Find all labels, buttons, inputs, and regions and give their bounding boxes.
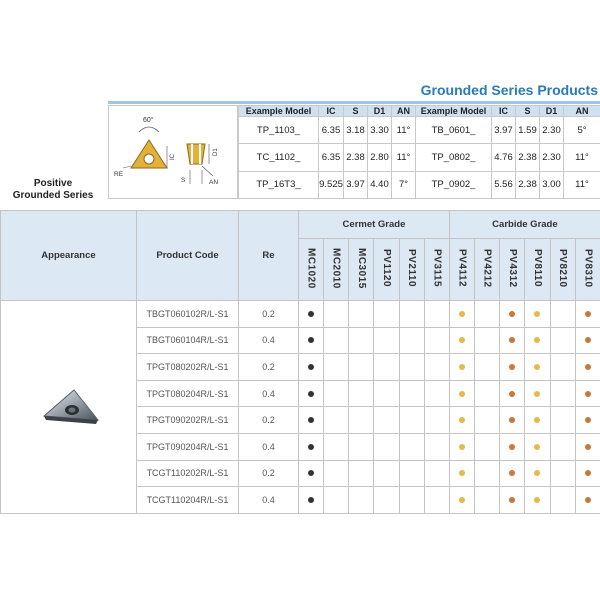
grade-cell [525, 301, 550, 328]
re-value: 0.2 [239, 301, 299, 328]
availability-dot [308, 444, 314, 450]
grade-cell [299, 487, 324, 514]
grade-cell [550, 407, 575, 434]
grade-cell [550, 460, 575, 487]
grade-cell [299, 460, 324, 487]
col-appearance: Appearance [1, 211, 137, 301]
re-value: 0.4 [239, 327, 299, 354]
product-code: TBGT060104R/L-S1 [137, 327, 239, 354]
grade-cell [324, 433, 349, 460]
grade-cell [449, 407, 474, 434]
grade-cell [475, 354, 500, 381]
grade-cell [525, 327, 550, 354]
grade-cell [475, 433, 500, 460]
availability-dot [509, 391, 515, 397]
grade-cell [374, 433, 399, 460]
grade-cell [399, 354, 424, 381]
availability-dot [585, 497, 591, 503]
grade-cell [349, 487, 374, 514]
availability-dot [585, 417, 591, 423]
grade-cell [324, 380, 349, 407]
re-value: 0.2 [239, 407, 299, 434]
grade-cell [475, 380, 500, 407]
grade-cell [449, 433, 474, 460]
cermet-grade-header: Cermet Grade [299, 211, 450, 239]
grade-cell [424, 487, 449, 514]
grade-cell [374, 327, 399, 354]
grade-cell [525, 380, 550, 407]
table-row [1, 301, 600, 328]
an-label: AN [209, 179, 219, 186]
grade-column-header: MC3015 [349, 239, 374, 301]
spec-cell: 5.56 [492, 171, 516, 198]
spec-header: IC [492, 106, 516, 117]
grade-column-header: PV1120 [374, 239, 399, 301]
re-value: 0.2 [239, 354, 299, 381]
grade-cell [299, 407, 324, 434]
spec-cell: 4.40 [368, 171, 392, 198]
spec-cell: 11° [392, 117, 416, 144]
grade-cell [374, 354, 399, 381]
insert-image [34, 386, 104, 426]
availability-dot [534, 470, 540, 476]
grade-cell [349, 433, 374, 460]
grade-cell [550, 301, 575, 328]
availability-dot [534, 364, 540, 370]
grade-cell [550, 487, 575, 514]
grade-cell [324, 327, 349, 354]
grade-cell [299, 433, 324, 460]
grade-cell [575, 354, 600, 381]
series-label-line1: Positive [33, 178, 73, 189]
availability-dot [534, 497, 540, 503]
grade-cell [550, 354, 575, 381]
grade-cell [449, 354, 474, 381]
spec-header: D1 [540, 106, 564, 117]
spec-row [239, 171, 600, 198]
availability-dot [585, 364, 591, 370]
grade-cell [500, 301, 525, 328]
grade-cell [449, 380, 474, 407]
availability-dot [509, 497, 515, 503]
grade-cell [525, 407, 550, 434]
grade-cell [550, 327, 575, 354]
spec-header: AN [564, 106, 600, 117]
spec-cell: 6.35 [319, 117, 344, 144]
grade-cell [424, 301, 449, 328]
spec-cell: TP_0902_ [416, 171, 492, 198]
availability-dot [308, 337, 314, 343]
grade-cell [349, 460, 374, 487]
series-label [0, 178, 106, 202]
availability-dot [509, 337, 515, 343]
re-value: 0.4 [239, 380, 299, 407]
grade-cell [424, 407, 449, 434]
carbide-grade-header: Carbide Grade [449, 211, 600, 239]
spec-header: AN [392, 106, 416, 117]
grade-cell [399, 433, 424, 460]
grade-cell [449, 301, 474, 328]
availability-dot [585, 444, 591, 450]
grade-cell [424, 460, 449, 487]
availability-dot [459, 470, 465, 476]
spec-cell: 6.35 [319, 144, 344, 171]
product-code: TPGT080202R/L-S1 [137, 354, 239, 381]
grade-column-header: PV4212 [475, 239, 500, 301]
spec-header: S [516, 106, 540, 117]
grade-column-header: PV4112 [449, 239, 474, 301]
grade-cell [349, 301, 374, 328]
grade-table [0, 210, 600, 514]
spec-cell: 2.38 [344, 144, 368, 171]
grade-cell [399, 380, 424, 407]
grade-column-header: PV8210 [550, 239, 575, 301]
spec-cell: TP_0802_ [416, 144, 492, 171]
spec-cell: 7° [392, 171, 416, 198]
spec-cell: 4.76 [492, 144, 516, 171]
spec-cell: 2.30 [540, 144, 564, 171]
spec-header: D1 [368, 106, 392, 117]
spec-cell: 3.97 [492, 117, 516, 144]
spec-cell: 11° [564, 171, 600, 198]
availability-dot [509, 364, 515, 370]
availability-dot [585, 311, 591, 317]
spec-cell: 2.38 [516, 171, 540, 198]
grade-cell [475, 301, 500, 328]
spec-header: Example Model [416, 106, 492, 117]
grade-cell [299, 327, 324, 354]
spec-row [239, 117, 600, 144]
grade-cell [475, 487, 500, 514]
grade-cell [525, 487, 550, 514]
grade-column-header: PV8110 [525, 239, 550, 301]
ic-label: IC [170, 154, 176, 160]
grade-cell [424, 433, 449, 460]
spec-cell: 5° [564, 117, 600, 144]
spec-cell: 11° [392, 144, 416, 171]
spec-cell: 9.525 [319, 171, 344, 198]
spec-cell: TP_1103_ [239, 117, 319, 144]
grade-cell [374, 487, 399, 514]
spec-cell: TC_1102_ [239, 144, 319, 171]
grade-cell [475, 407, 500, 434]
col-re: Re [239, 211, 299, 301]
spec-header: IC [319, 106, 344, 117]
grade-cell [500, 380, 525, 407]
grade-cell [575, 487, 600, 514]
grade-cell [575, 380, 600, 407]
grade-cell [449, 460, 474, 487]
grade-cell [525, 460, 550, 487]
grade-cell [575, 407, 600, 434]
availability-dot [534, 417, 540, 423]
re-label: RE [114, 171, 124, 178]
grade-cell [399, 301, 424, 328]
grade-cell [349, 380, 374, 407]
grade-cell [374, 301, 399, 328]
availability-dot [459, 337, 465, 343]
availability-dot [509, 311, 515, 317]
spec-cell: 3.30 [368, 117, 392, 144]
grade-cell [299, 380, 324, 407]
grade-cell [500, 407, 525, 434]
spec-cell: 1.59 [516, 117, 540, 144]
grade-cell [550, 380, 575, 407]
availability-dot [534, 311, 540, 317]
spec-header: Example Model [239, 106, 319, 117]
grade-cell [324, 354, 349, 381]
grade-cell [575, 301, 600, 328]
product-code: TCGT110204R/L-S1 [137, 487, 239, 514]
availability-dot [509, 470, 515, 476]
grade-cell [575, 460, 600, 487]
grade-column-header: MC1020 [299, 239, 324, 301]
availability-dot [459, 497, 465, 503]
re-value: 0.4 [239, 487, 299, 514]
grade-cell [575, 433, 600, 460]
grade-cell [349, 354, 374, 381]
availability-dot [308, 417, 314, 423]
availability-dot [534, 444, 540, 450]
availability-dot [459, 444, 465, 450]
insert-appearance [1, 301, 137, 514]
grade-column-header: PV2110 [399, 239, 424, 301]
availability-dot [509, 444, 515, 450]
grade-cell [525, 354, 550, 381]
grade-cell [500, 487, 525, 514]
product-code: TBGT060102R/L-S1 [137, 301, 239, 328]
d1-label: D1 [213, 148, 219, 156]
spec-cell: TB_0601_ [416, 117, 492, 144]
availability-dot [308, 391, 314, 397]
spec-cell: 2.38 [516, 144, 540, 171]
product-code: TCGT110202R/L-S1 [137, 460, 239, 487]
re-value: 0.2 [239, 460, 299, 487]
product-code: TPGT090204R/L-S1 [137, 433, 239, 460]
availability-dot [308, 311, 314, 317]
grade-cell [500, 327, 525, 354]
s-label: S [181, 177, 186, 184]
insert-diagram [108, 105, 238, 199]
grade-cell [424, 354, 449, 381]
availability-dot [308, 470, 314, 476]
grade-column-header: MC2010 [324, 239, 349, 301]
availability-dot [534, 337, 540, 343]
availability-dot [459, 311, 465, 317]
availability-dot [585, 391, 591, 397]
availability-dot [585, 470, 591, 476]
grade-cell [500, 354, 525, 381]
page-title: Grounded Series Products [420, 82, 598, 98]
spec-cell: 11° [564, 144, 600, 171]
availability-dot [459, 417, 465, 423]
spec-cell: 2.30 [540, 117, 564, 144]
grade-column-header: PV8310 [575, 239, 600, 301]
availability-dot [459, 391, 465, 397]
grade-cell [399, 407, 424, 434]
grade-cell [399, 327, 424, 354]
grade-cell [349, 327, 374, 354]
grade-cell [424, 380, 449, 407]
product-code: TPGT090202R/L-S1 [137, 407, 239, 434]
spec-cell: TP_16T3_ [239, 171, 319, 198]
availability-dot [509, 417, 515, 423]
grade-cell [324, 407, 349, 434]
grade-cell [324, 487, 349, 514]
spec-cell: 3.00 [540, 171, 564, 198]
grade-cell [475, 460, 500, 487]
spec-header: S [344, 106, 368, 117]
grade-cell [424, 327, 449, 354]
grade-cell [349, 407, 374, 434]
grade-cell [299, 354, 324, 381]
insert-geometry-diagram [109, 106, 237, 198]
grade-cell [500, 460, 525, 487]
angle-label: 60° [143, 117, 154, 124]
availability-dot [308, 364, 314, 370]
grade-cell [324, 460, 349, 487]
series-label-line2: Grounded Series [12, 190, 94, 201]
grade-cell [449, 327, 474, 354]
product-code: TPGT080204R/L-S1 [137, 380, 239, 407]
grade-cell [475, 327, 500, 354]
spec-cell: 2.80 [368, 144, 392, 171]
grade-cell [399, 487, 424, 514]
title-rule [108, 101, 600, 104]
grade-cell [324, 301, 349, 328]
grade-cell [449, 487, 474, 514]
grade-column-header: PV3115 [424, 239, 449, 301]
grade-cell [374, 407, 399, 434]
grade-cell [374, 380, 399, 407]
grade-cell [500, 433, 525, 460]
availability-dot [459, 364, 465, 370]
availability-dot [585, 337, 591, 343]
grade-cell [399, 460, 424, 487]
spec-table [238, 105, 600, 199]
spec-cell: 3.18 [344, 117, 368, 144]
spec-row [239, 144, 600, 171]
grade-cell [299, 301, 324, 328]
grade-cell [374, 460, 399, 487]
availability-dot [308, 497, 314, 503]
spec-cell: 3.97 [344, 171, 368, 198]
grade-cell [525, 433, 550, 460]
grade-column-header: PV4312 [500, 239, 525, 301]
grade-cell [550, 433, 575, 460]
col-product-code: Product Code [137, 211, 239, 301]
grade-cell [575, 327, 600, 354]
availability-dot [534, 391, 540, 397]
re-value: 0.4 [239, 433, 299, 460]
